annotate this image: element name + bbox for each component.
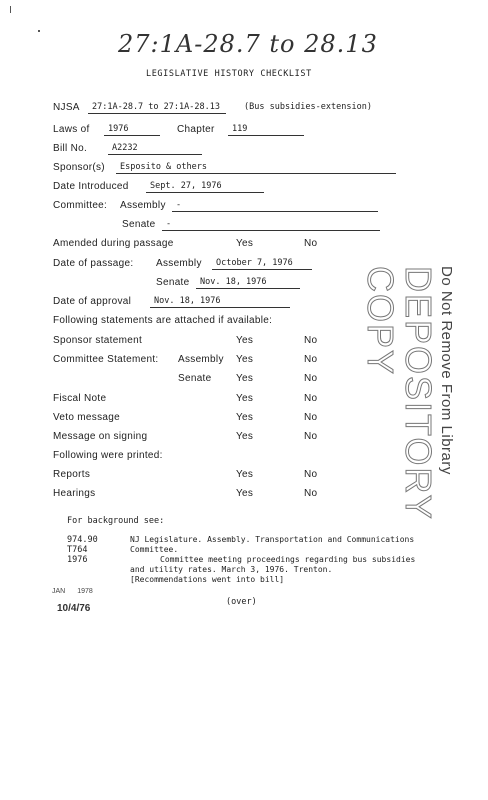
date-stamp-month: JAN — [52, 588, 66, 595]
bill-no-label: Bill No. — [53, 143, 88, 154]
message-signing-yes: Yes — [236, 431, 254, 442]
message-signing-label: Message on signing — [53, 431, 148, 442]
background-call-number-3: 1976 — [67, 555, 88, 565]
committee-senate-label: Senate — [122, 219, 156, 230]
passage-senate-value: Nov. 18, 1976 — [196, 277, 300, 289]
checklist-title: LEGISLATIVE HISTORY CHECKLIST — [146, 69, 312, 79]
sponsor-statement-yes: Yes — [236, 335, 254, 346]
background-call-number-1: 974.90 — [67, 535, 98, 545]
committee-senate-value: - — [162, 219, 380, 231]
margin-tick — [10, 6, 11, 13]
reports-label: Reports — [53, 469, 91, 480]
approval-label: Date of approval — [53, 296, 132, 307]
veto-message-label: Veto message — [53, 412, 120, 423]
amended-yes: Yes — [236, 238, 254, 249]
veto-message-no: No — [304, 412, 318, 423]
committee-assembly-value: - — [172, 200, 378, 212]
committee-statement-assembly-yes: Yes — [236, 354, 254, 365]
passage-assembly-value: October 7, 1976 — [212, 258, 312, 270]
njsa-note: (Bus subsidies-extension) — [244, 102, 372, 112]
committee-label: Committee: — [53, 200, 108, 211]
amended-no: No — [304, 238, 318, 249]
passage-assembly-label: Assembly — [156, 258, 202, 269]
committee-statement-assembly-no: No — [304, 354, 318, 365]
hearings-yes: Yes — [236, 488, 254, 499]
background-line-2: Committee. — [130, 545, 179, 554]
committee-statement-senate-label: Senate — [178, 373, 212, 384]
approval-value: Nov. 18, 1976 — [150, 296, 290, 308]
background-line-1: NJ Legislature. Assembly. Transportation and Communications — [130, 535, 415, 544]
laws-of-label: Laws of — [53, 124, 90, 135]
chapter-label: Chapter — [177, 124, 215, 135]
date-introduced-value: Sept. 27, 1976 — [146, 181, 264, 193]
committee-statement-assembly-label: Assembly — [178, 354, 224, 365]
side-stamp-line-2: DEPOSITORY COPY — [360, 266, 439, 521]
sponsor-statement-no: No — [304, 335, 318, 346]
background-line-3: Committee meeting proceedings regarding bus subsidies — [160, 555, 416, 564]
committee-assembly-label: Assembly — [120, 200, 166, 211]
background-line-4: and utility rates. March 3, 1976. Trenton. — [130, 565, 333, 574]
footer-date: 10/4/76 — [57, 603, 91, 614]
fiscal-note-yes: Yes — [236, 393, 254, 404]
committee-statement-senate-no: No — [304, 373, 318, 384]
bill-no-value: A2232 — [108, 143, 202, 155]
message-signing-no: No — [304, 431, 318, 442]
over-note: (over) — [226, 597, 257, 607]
committee-statement-senate-yes: Yes — [236, 373, 254, 384]
laws-of-value: 1976 — [104, 124, 160, 136]
fiscal-note-label: Fiscal Note — [53, 393, 107, 404]
fiscal-note-no: No — [304, 393, 318, 404]
background-heading: For background see: — [67, 516, 165, 526]
chapter-value: 119 — [228, 124, 304, 136]
hearings-label: Hearings — [53, 488, 96, 499]
reports-yes: Yes — [236, 469, 254, 480]
njsa-value: 27:1A-28.7 to 27:1A-28.13 — [88, 102, 226, 114]
printed-heading: Following were printed: — [53, 450, 163, 461]
committee-statement-label: Committee Statement: — [53, 354, 159, 365]
background-line-5: [Recommendations went into bill] — [130, 575, 285, 584]
sponsors-value: Esposito & others — [116, 162, 396, 174]
side-stamp-line-1: Do Not Remove From Library — [438, 266, 455, 475]
depository-stamp — [360, 266, 455, 521]
statements-heading: Following statements are attached if available: — [53, 315, 273, 326]
handwritten-title: 27:1A-28.7 to 28.13 — [118, 30, 378, 58]
date-stamp-year: 1978 — [77, 588, 93, 595]
date-stamp — [52, 588, 93, 595]
sponsor-statement-label: Sponsor statement — [53, 335, 143, 346]
hearings-no: No — [304, 488, 318, 499]
veto-message-yes: Yes — [236, 412, 254, 423]
margin-dot — [38, 30, 40, 32]
passage-senate-label: Senate — [156, 277, 190, 288]
reports-no: No — [304, 469, 318, 480]
sponsors-label: Sponsor(s) — [53, 162, 105, 173]
njsa-label: NJSA — [53, 102, 80, 113]
passage-label: Date of passage: — [53, 258, 134, 269]
date-introduced-label: Date Introduced — [53, 181, 129, 192]
background-call-number-2: T764 — [67, 545, 88, 555]
amended-label: Amended during passage — [53, 238, 174, 249]
